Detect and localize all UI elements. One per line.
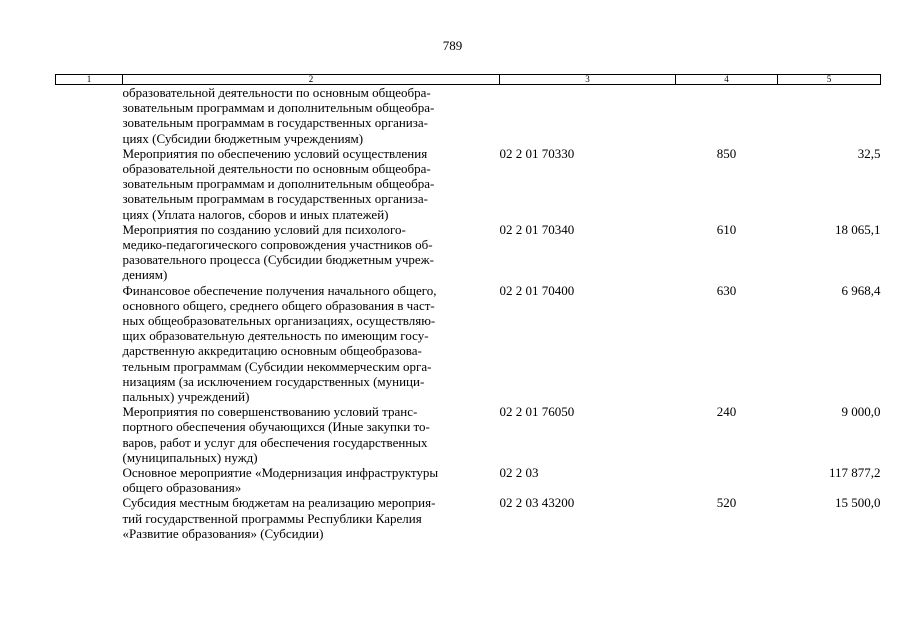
row-name-line: тий государственной программы Республики Карелия: [122, 510, 422, 526]
column-number-header: [56, 75, 881, 85]
row-expense-type-cell: [676, 465, 778, 495]
row-amount-cell: 117 877,2: [828, 465, 881, 481]
row-name-line: портного обеспечения обучающихся (Иные закупки то-: [122, 419, 430, 435]
row-name-line: пальных) учреждений): [122, 389, 250, 405]
row-number-cell: [56, 283, 123, 405]
row-name-line: зовательным программам и дополнительным общеобра-: [122, 176, 435, 192]
row-amount-cell: 9 000,0: [841, 404, 881, 420]
row-amount-cell: 15 500,0: [835, 495, 881, 511]
row-name-cell: [123, 465, 500, 495]
row-number-cell: [56, 495, 123, 541]
row-name-cell: [123, 85, 500, 146]
row-name-line: (муниципальных) нужд): [122, 449, 258, 465]
row-code-cell: [500, 85, 676, 146]
row-name-line: «Развитие образования» (Субсидии): [122, 525, 324, 541]
row-number-cell: [56, 85, 123, 146]
row-name-line: Основное мероприятие «Модернизация инфраструктуры: [122, 465, 439, 481]
row-expense-type-cell: 520: [716, 495, 737, 511]
row-name-line: основного общего, среднего общего образования в част-: [122, 297, 435, 313]
budget-table: [55, 74, 881, 541]
row-number-cell: [56, 404, 123, 465]
table-body: [56, 85, 881, 542]
row-name-line: общего образования»: [122, 480, 242, 496]
row-number-cell: [56, 146, 123, 222]
row-amount-cell: 18 065,1: [835, 221, 881, 237]
row-expense-type-cell: [676, 85, 778, 146]
row-name-line: Мероприятия по совершенствованию условий транс-: [122, 404, 418, 420]
row-amount-cell: [778, 85, 881, 146]
table-row: [56, 465, 881, 495]
row-name-line: низациям (за исключением государственных (муници-: [122, 373, 425, 389]
row-name-line: медико-педагогического сопровождения участников об-: [122, 237, 433, 253]
row-name-line: Мероприятия по обеспечению условий осуществления: [122, 145, 428, 161]
row-name-cell: [123, 404, 500, 465]
row-name-cell: [123, 283, 500, 405]
row-expense-type-cell: 630: [716, 282, 737, 298]
row-expense-type-cell: 240: [716, 404, 737, 420]
column-header-5: 5: [778, 75, 881, 85]
row-name-line: Финансовое обеспечение получения начального общего,: [122, 282, 437, 298]
row-name-cell: [123, 146, 500, 222]
row-name-line: Субсидия местным бюджетам на реализацию мероприя-: [122, 495, 436, 511]
row-name-line: зовательным программам в государственных организа-: [122, 115, 428, 131]
row-name-line: циях (Уплата налогов, сборов и иных платежей): [122, 206, 389, 222]
row-name-line: тельным программам (Субсидии некоммерческим орга-: [122, 358, 432, 374]
row-code-cell: 02 2 01 70330: [499, 145, 575, 161]
table-row: [56, 283, 881, 405]
table-row: [56, 85, 881, 146]
column-header-2: 2: [123, 75, 500, 85]
row-name-line: зовательным программам в государственных организа-: [122, 191, 428, 207]
table-row: [56, 404, 881, 465]
row-name-line: варов, работ и услуг для обеспечения государственных: [122, 434, 428, 450]
row-name-cell: [123, 495, 500, 541]
row-amount-cell: 32,5: [857, 145, 881, 161]
row-name-line: дарственную аккредитацию основным общеобразова-: [122, 343, 422, 359]
row-name-line: разовательного процесса (Субсидии бюджетным учреж-: [122, 252, 434, 268]
table-row: [56, 495, 881, 541]
row-number-cell: [56, 222, 123, 283]
row-number-cell: [56, 465, 123, 495]
row-name-line: образовательной деятельности по основным общеобра-: [122, 85, 431, 100]
row-name-line: ных общеобразовательных организациях, осуществляю-: [122, 313, 436, 329]
row-name-line: зовательным программам и дополнительным общеобра-: [122, 100, 435, 116]
row-name-line: дениям): [122, 267, 168, 283]
table-row: [56, 222, 881, 283]
row-name-line: щих образовательную деятельность по имеющим госу-: [122, 328, 429, 344]
row-expense-type-cell: 610: [716, 221, 737, 237]
row-name-line: образовательной деятельности по основным общеобра-: [122, 161, 431, 177]
row-code-cell: 02 2 01 70400: [499, 282, 575, 298]
table-row: [56, 146, 881, 222]
row-name-line: Мероприятия по созданию условий для психолого-: [122, 221, 406, 237]
row-expense-type-cell: 850: [716, 145, 737, 161]
row-code-cell: 02 2 01 70340: [499, 221, 575, 237]
row-name-cell: [123, 222, 500, 283]
page-number: 789: [442, 38, 463, 53]
column-header-4: 4: [676, 75, 778, 85]
column-header-1: 1: [56, 75, 123, 85]
column-header-3: 3: [500, 75, 676, 85]
row-name-line: циях (Субсидии бюджетным учреждениям): [122, 130, 364, 146]
row-code-cell: 02 2 03: [499, 465, 539, 481]
row-code-cell: 02 2 03 43200: [499, 495, 575, 511]
row-code-cell: 02 2 01 76050: [499, 404, 575, 420]
row-amount-cell: 6 968,4: [841, 282, 881, 298]
